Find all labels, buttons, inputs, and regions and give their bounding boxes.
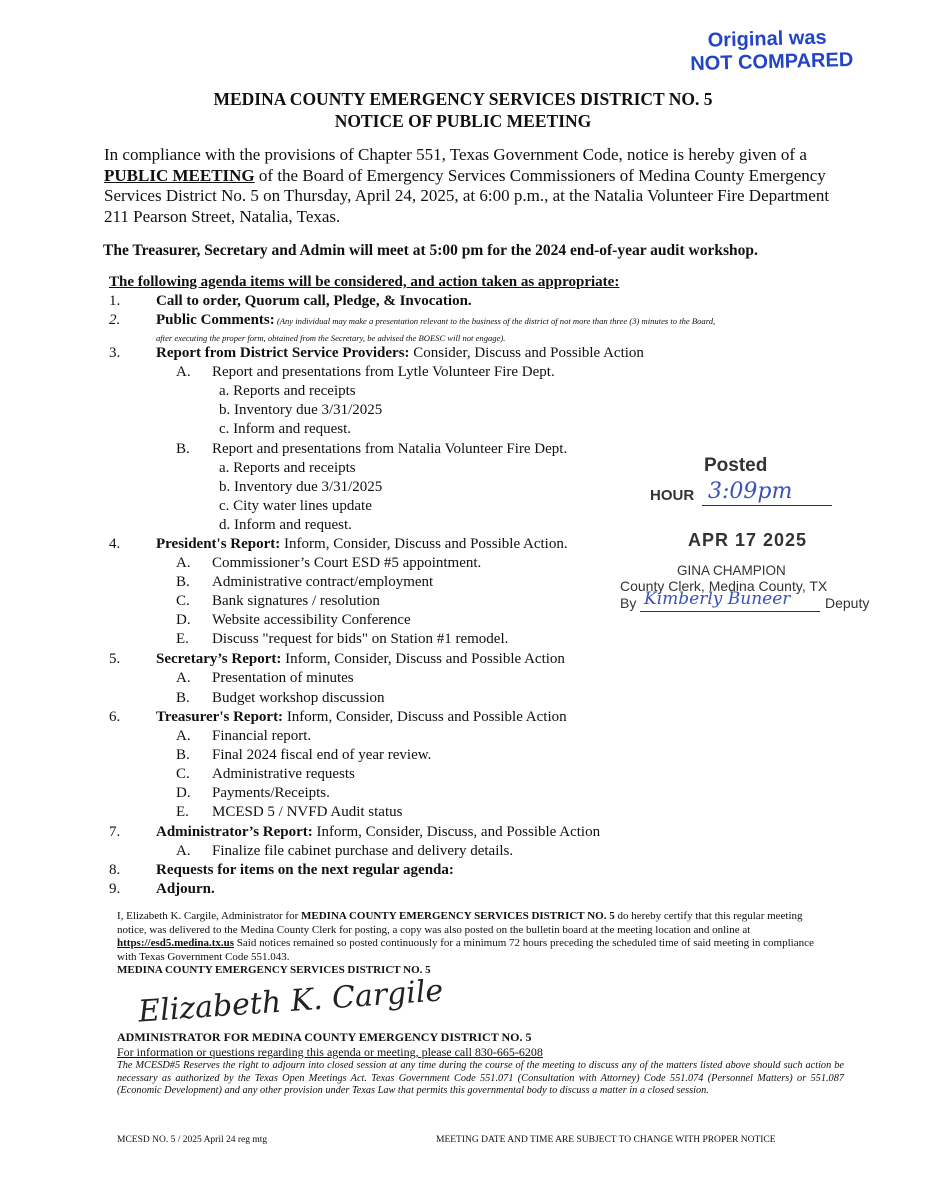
agenda-num-2: 2. [109,312,121,328]
footer-left: MCESD NO. 5 / 2025 April 24 reg mtg [117,1135,268,1145]
agenda-3a-sub: a. Reports and receipts [219,383,356,399]
by-label: By [620,595,637,611]
agenda-item-7: Administrator’s Report: Inform, Consider, Discuss, and Possible Action [156,824,601,840]
admin-line: ADMINISTRATOR FOR MEDINA COUNTY EMERGENCY DISTRICT NO. 5 [117,1030,532,1044]
closed-session-disclaimer: The MCESD#5 Reserves the right to adjourn into closed session at any time during the course of the meeting to discuss any of the matters listed above should such action be necessary as authorized by the Texas Open Meetings Act. Texas Government Code 551.071 (Consultation with Attorney) Code 551.074 (Personnel Matters) or 551.087 (Economic Development) and any other provision under Texas Law that permits this governmental body to discuss a matter in a closed session. [117,1060,844,1097]
agenda-num-1: 1. [109,293,121,309]
administrator-signature: Elizabeth K. Cargile [137,973,445,1030]
agenda-num-8: 8. [109,862,121,878]
agenda-item-2: Public Comments: (Any individual may make a presentation relevant to the business of the district of not more than three (3) minutes to the Board, [156,312,716,328]
deputy-label: Deputy [825,595,870,611]
posted-date: APR 17 2025 [688,530,808,550]
by-line [640,611,820,612]
footer-right: MEETING DATE AND TIME ARE SUBJECT TO CHANGE WITH PROPER NOTICE [436,1135,776,1145]
public-meeting-emphasis: PUBLIC MEETING [104,165,255,185]
agenda-item-6: Treasurer's Report: Inform, Consider, Discuss and Possible Action [156,709,567,725]
agenda-4-letter: E. [176,631,189,647]
agenda-4-letter: C. [176,593,190,609]
agenda-5-letter: B. [176,690,190,706]
agenda-num-3: 3. [109,345,121,361]
agenda-7-sub: Finalize file cabinet purchase and delivery details. [212,843,514,859]
not-compared-stamp [689,26,853,76]
stamp-line2: NOT COMPARED [690,48,854,76]
agenda-4-sub: Discuss "request for bids" on Station #1 remodel. [212,631,509,647]
agenda-6-letter: E. [176,804,189,820]
clerk-title: County Clerk, Medina County, TX [620,578,828,594]
cert-org-line: MEDINA COUNTY EMERGENCY SERVICES DISTRICT NO. 5 [117,964,431,976]
website-link[interactable]: https://esd5.medina.tx.us [117,937,235,949]
agenda-3a-letter: A. [176,364,191,380]
agenda-3b-letter: B. [176,441,190,457]
agenda-5-letter: A. [176,670,191,686]
agenda-3a-sub: c. Inform and request. [219,421,352,437]
agenda-item-3: Report from District Service Providers: Consider, Discuss and Possible Action [156,345,644,361]
posted-label: Posted [704,455,768,476]
agenda-4-letter: B. [176,574,190,590]
agenda-heading: The following agenda items will be considered, and action taken as appropriate: [109,274,620,290]
agenda-6-sub: Payments/Receipts. [212,785,330,801]
agenda-6-sub: Administrative requests [212,766,355,782]
hour-label: HOUR [650,487,695,504]
agenda-item-5: Secretary’s Report: Inform, Consider, Discuss and Possible Action [156,651,565,667]
agenda-num-6: 6. [109,709,121,725]
agenda-4-letter: D. [176,612,191,628]
agenda-3a: Report and presentations from Lytle Volunteer Fire Dept. [212,364,555,380]
agenda-item-9: Adjourn. [156,881,215,897]
agenda-6-sub: Financial report. [212,728,312,744]
agenda-6-letter: D. [176,785,191,801]
clerk-name: GINA CHAMPION [677,563,786,578]
agenda-num-5: 5. [109,651,121,667]
agenda-6-letter: A. [176,728,191,744]
agenda-4-sub: Administrative contract/employment [212,574,434,590]
page-subtitle: NOTICE OF PUBLIC MEETING [334,111,592,131]
deputy-signature: Kimberly Buneer [644,589,791,609]
info-line: For information or questions regarding this agenda or meeting, please call 830-665-6208 [117,1045,543,1059]
agenda-6-letter: B. [176,747,190,763]
agenda-5-sub: Presentation of minutes [212,670,354,686]
agenda-3b-sub: b. Inventory due 3/31/2025 [219,479,383,495]
page-title: MEDINA COUNTY EMERGENCY SERVICES DISTRICT NO. 5 [213,89,713,109]
hour-line [702,505,832,506]
hour-handwritten: 3:09pm [708,479,793,504]
agenda-4-sub: Bank signatures / resolution [212,593,380,609]
agenda-7-letter: A. [176,843,191,859]
agenda-item-4: President's Report: Inform, Consider, Discuss and Possible Action. [156,536,568,552]
agenda-item-8: Requests for items on the next regular agenda: [156,862,454,878]
agenda-num-9: 9. [109,881,121,897]
agenda-3b: Report and presentations from Natalia Volunteer Fire Dept. [212,441,568,457]
agenda-num-7: 7. [109,824,121,840]
intro-paragraph: In compliance with the provisions of Chapter 551, Texas Government Code, notice is hereby given of a PUBLIC MEETING of the Board of Emergency Services Commissioners of Medina County Emergency Services District No. 5 on Thursday, April 24, 2025, at 6:00 p.m., at the Natalia Volunteer Fire Department 211 Pearson Street, Natalia, Texas. [104,145,830,226]
agenda-6-letter: C. [176,766,190,782]
stamp-line1: Original was [707,26,827,52]
agenda-3b-sub: a. Reports and receipts [219,460,356,476]
agenda-6-sub: MCESD 5 / NVFD Audit status [212,804,403,820]
agenda-4-sub: Website accessibility Conference [212,612,411,628]
agenda-num-4: 4. [109,536,121,552]
agenda-6-sub: Final 2024 fiscal end of year review. [212,747,432,763]
agenda-item-1: Call to order, Quorum call, Pledge, & Invocation. [156,293,472,309]
agenda-4-sub: Commissioner’s Court ESD #5 appointment. [212,555,482,571]
agenda-3b-sub: c. City water lines update [219,498,372,514]
treasurer-note: The Treasurer, Secretary and Admin will meet at 5:00 pm for the 2024 end-of-year audit workshop. [103,242,758,259]
certification-paragraph: I, Elizabeth K. Cargile, Administrator for MEDINA COUNTY EMERGENCY SERVICES DISTRICT NO. 5 do hereby certify that this regular meeting notice, was delivered to the Medina County Clerk for posting, a copy was also posted on the bulletin board at the meeting location and online at https://esd5.medina.tx.us Said notices remained so posted continuously for a minimum 72 hours preceding the scheduled time of said meeting in compliance with Texas Government Code 551.043. MEDINA COUNTY EMERGENCY SERVICES DISTRICT NO. 5 [117,910,814,976]
agenda-5-sub: Budget workshop discussion [212,690,385,706]
agenda-3a-sub: b. Inventory due 3/31/2025 [219,402,383,418]
agenda-item-2-note: after executing the proper form, obtained from the Secretary, be advised the BOESC will not engage). [156,333,506,343]
agenda-4-letter: A. [176,555,191,571]
agenda-3b-sub: d. Inform and request. [219,517,352,533]
